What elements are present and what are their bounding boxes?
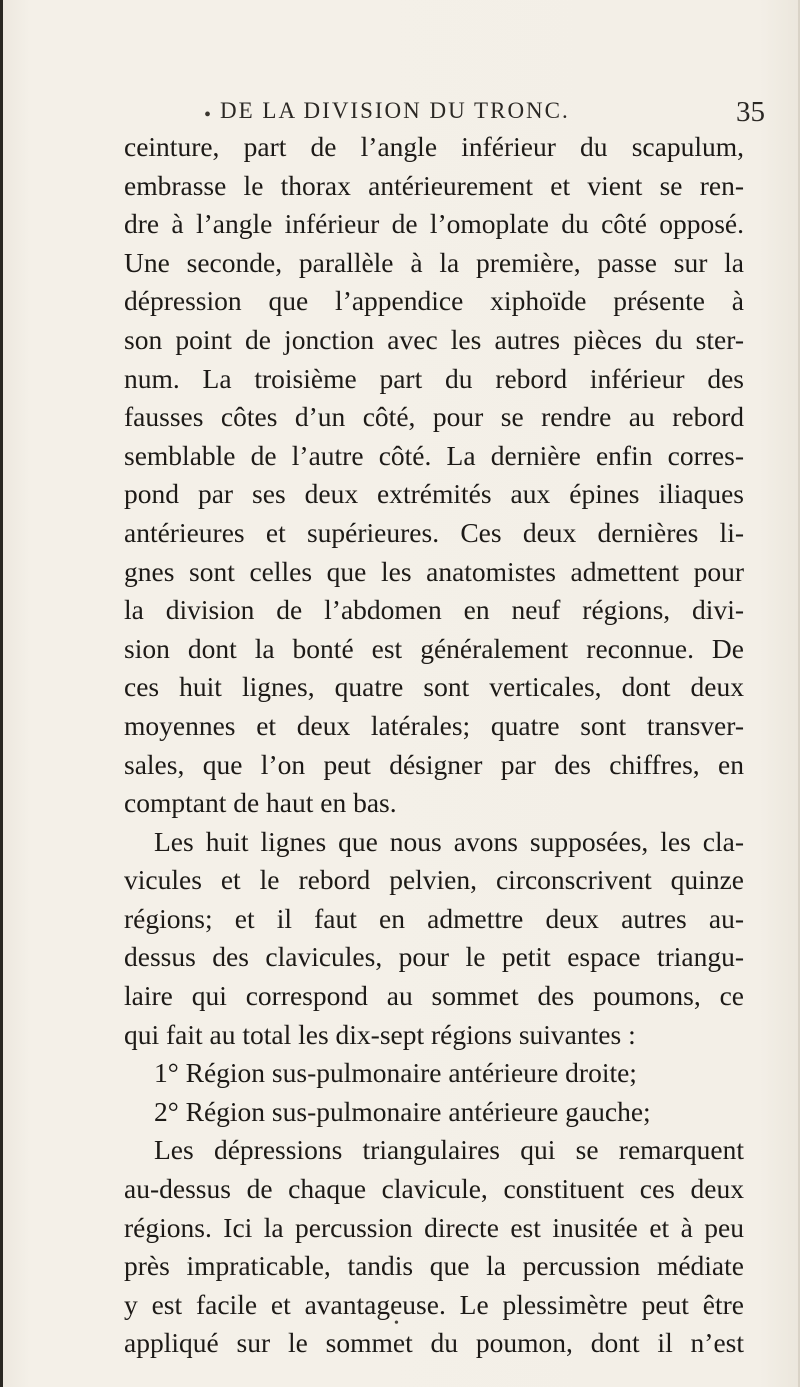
text-line: son point de jonction avec les autres pièces du ster- — [124, 323, 744, 355]
text-line: dépression que l’appendice xiphoïde présente à — [124, 285, 744, 317]
text-line: pond par ses deux extrémités aux épines iliaques — [124, 478, 744, 510]
text-line: moyennes et deux latérales; quatre sont transver- — [124, 709, 744, 741]
text-line: Les huit lignes que nous avons supposées, les cla- — [154, 825, 744, 857]
text-line: dessus des clavicules, pour le petit espace triangu- — [124, 941, 744, 973]
text-line: fausses côtes d’un côté, pour se rendre au rebord — [124, 401, 744, 433]
text-line: qui fait au total les dix-sept régions suivantes : — [124, 1018, 636, 1050]
text-line: gnes sont celles que les anatomistes admettent pour — [124, 555, 744, 587]
list-item-line: 1° Région sus-pulmonaire antérieure droite; — [154, 1057, 637, 1089]
text-line: comptant de haut en bas. — [124, 787, 397, 819]
text-line: la division de l’abdomen en neuf régions, divi- — [124, 594, 744, 626]
page-binding-edge — [0, 0, 3, 1387]
text-line: Une seconde, parallèle à la première, passe sur la — [124, 246, 744, 278]
list-item-line: 2° Région sus-pulmonaire antérieure gauche; — [154, 1095, 651, 1127]
text-line: Les dépressions triangulaires qui se remarquent — [154, 1134, 744, 1166]
text-line: antérieures et supérieures. Ces deux dernières li- — [124, 516, 744, 548]
text-line: laire qui correspond au sommet des poumons, ce — [124, 980, 744, 1012]
text-line: embrasse le thorax antérieurement et vient se ren- — [124, 169, 744, 201]
text-line: y est facile et avantageuse. Le plessimètre peut être — [124, 1288, 744, 1320]
running-head: DE LA DIVISION DU TRONC. — [220, 98, 570, 123]
text-line: régions; et il faut en admettre deux autres au- — [124, 902, 744, 934]
body-text — [124, 128, 744, 1363]
text-line: ces huit lignes, quatre sont verticales, dont deux — [124, 671, 744, 703]
text-line: num. La troisième part du rebord inférieur des — [124, 362, 744, 394]
page-number: 35 — [736, 96, 765, 128]
text-line: ceinture, part de l’angle inférieur du scapulum, — [124, 131, 744, 162]
text-line: régions. Ici la percussion directe est inusitée et à peu — [124, 1211, 744, 1243]
text-line: près impraticable, tandis que la percussion médiate — [124, 1250, 744, 1282]
text-line: appliqué sur le sommet du poumon, dont il n’est — [124, 1327, 744, 1359]
text-line: dre à l’angle inférieur de l’omoplate du côté opposé. — [124, 208, 744, 240]
page-header — [0, 96, 800, 130]
text-line: semblable de l’autre côté. La dernière enfin corres- — [124, 439, 744, 471]
ink-speck: • — [394, 1316, 399, 1331]
header-bullet: • — [204, 104, 212, 126]
text-line: sales, que l’on peut désigner par des chiffres, en — [124, 748, 744, 780]
text-line: au-dessus de chaque clavicule, constituent ces deux — [124, 1173, 744, 1205]
text-line: vicules et le rebord pelvien, circonscrivent quinze — [124, 864, 744, 896]
text-line: sion dont la bonté est généralement reconnue. De — [124, 632, 744, 664]
